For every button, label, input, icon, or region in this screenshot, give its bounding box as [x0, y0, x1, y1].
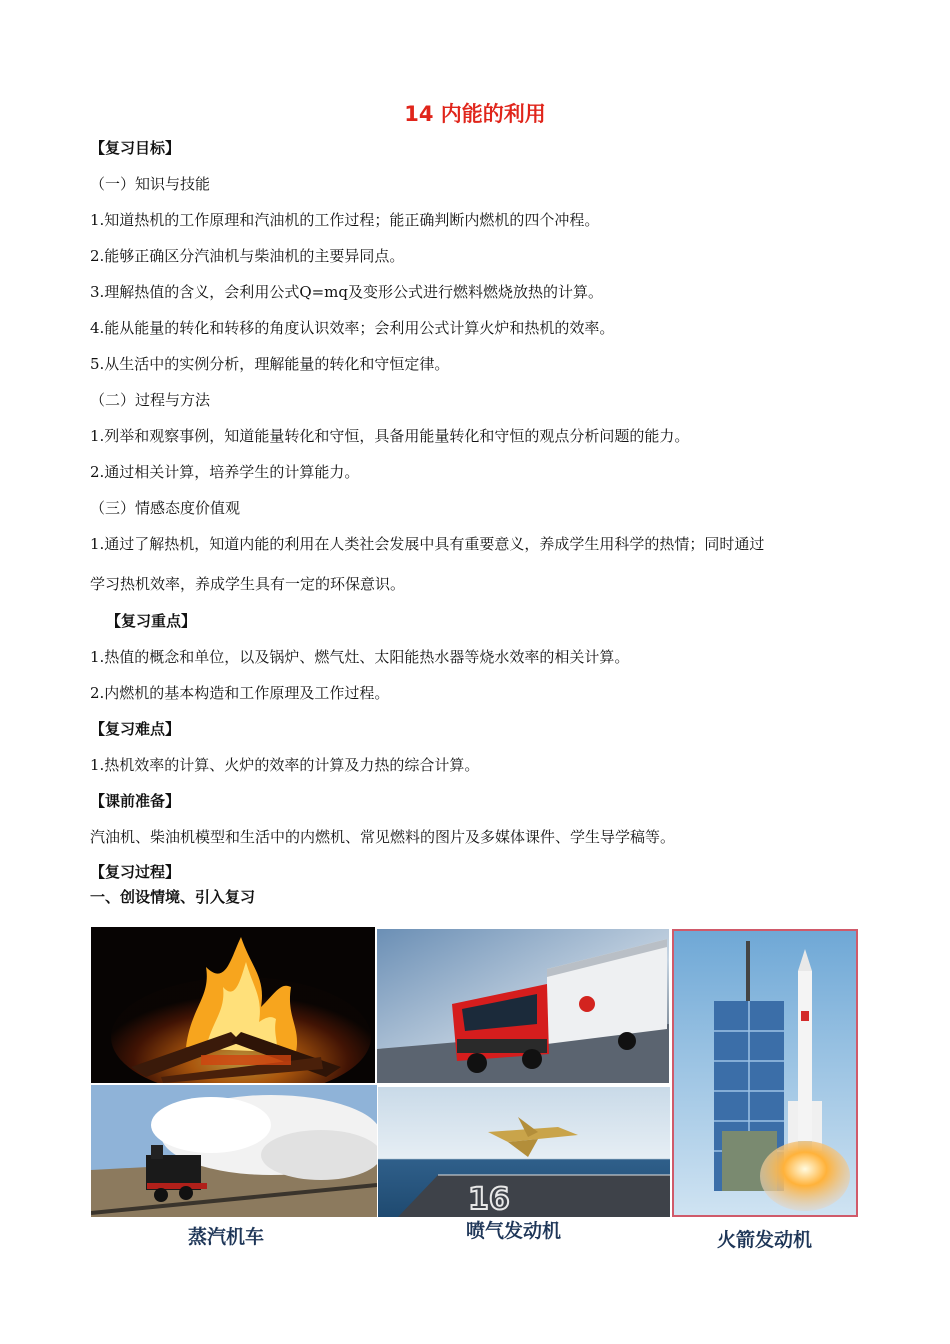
steam-locomotive-image [91, 1085, 377, 1217]
goal1-item-3: 3.理解热值的含义，会利用公式Q=mq及变形公式进行燃料燃烧放热的计算。 [90, 283, 604, 301]
difficulty-item-1: 1.热机效率的计算、火炉的效率的计算及力热的综合计算。 [90, 756, 480, 774]
page-title: 14 内能的利用 [404, 102, 546, 126]
goal3-line-1: 1.通过了解热机，知道内能的利用在人类社会发展中具有重要意义，养成学生用科学的热情；同时通过 [90, 535, 765, 553]
prep-heading: 【课前准备】 [90, 792, 181, 810]
rocket-image [672, 929, 858, 1217]
difficulty-heading: 【复习难点】 [90, 720, 181, 738]
process-heading: 【复习过程】 [90, 863, 181, 881]
key-item-1: 1.热值的概念和单位，以及锅炉、燃气灶、太阳能热水器等烧水效率的相关计算。 [90, 648, 630, 666]
truck-image [377, 929, 669, 1083]
goal1-item-5: 5.从生活中的实例分析，理解能量的转化和守恒定律。 [90, 355, 450, 373]
goal1-heading: （一）知识与技能 [90, 175, 211, 193]
goal1-item-1: 1.知道热机的工作原理和汽油机的工作过程；能正确判断内燃机的四个冲程。 [90, 211, 600, 229]
goal2-item-2: 2.通过相关计算，培养学生的计算能力。 [90, 463, 360, 481]
carrier-number: 16 [468, 1182, 510, 1217]
caption-steam-locomotive: 蒸汽机车 [188, 1226, 265, 1248]
goals-heading: 【复习目标】 [90, 139, 181, 157]
caption-jet-engine: 喷气发动机 [466, 1220, 562, 1242]
goal3-heading: （三）情感态度价值观 [90, 499, 241, 517]
goal3-line-2: 学习热机效率，养成学生具有一定的环保意识。 [90, 575, 406, 593]
goal1-item-4: 4.能从能量的转化和转移的角度认识效率；会利用公式计算火炉和热机的效率。 [90, 319, 615, 337]
prep-text: 汽油机、柴油机模型和生活中的内燃机、常见燃料的图片及多媒体课件、学生导学稿等。 [90, 828, 676, 846]
goal2-item-1: 1.列举和观察事例，知道能量转化和守恒，具备用能量转化和守恒的观点分析问题的能力。 [90, 427, 690, 445]
jet-carrier-image [378, 1087, 670, 1217]
key-item-2: 2.内燃机的基本构造和工作原理及工作过程。 [90, 684, 390, 702]
caption-rocket-engine: 火箭发动机 [717, 1229, 813, 1251]
campfire-image [91, 927, 375, 1083]
process-subheading: 一、创设情境、引入复习 [90, 888, 256, 906]
goal2-heading: （二）过程与方法 [90, 391, 211, 409]
goal1-item-2: 2.能够正确区分汽油机与柴油机的主要异同点。 [90, 247, 405, 265]
key-heading: 【复习重点】 [106, 612, 197, 630]
